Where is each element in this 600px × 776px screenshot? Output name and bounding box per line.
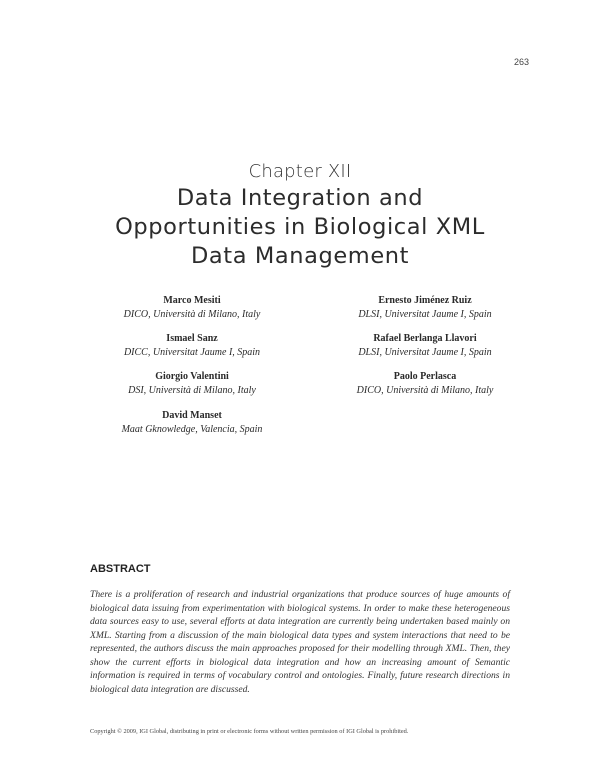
copyright-notice: Copyright © 2009, IGI Global, distributing in print or electronic forms without written permission of IGI Global is prohibited.	[90, 728, 409, 735]
author-block	[77, 409, 307, 437]
author-name: Ismael Sanz	[166, 333, 218, 344]
author-name: Giorgio Valentini	[155, 371, 229, 382]
author-block	[310, 332, 540, 360]
chapter-label: Chapter XII	[248, 161, 352, 182]
chapter-title-line: Opportunities in Biological XML	[115, 214, 485, 240]
author-name: Rafael Berlanga Llavori	[373, 333, 477, 344]
author-block	[310, 370, 540, 398]
chapter-title-line: Data Integration and	[176, 185, 424, 211]
author-affiliation: DICO, Università di Milano, Italy	[356, 385, 494, 396]
author-block	[77, 294, 307, 322]
author-block	[77, 332, 307, 360]
author-block	[77, 370, 307, 398]
abstract-body: There is a proliferation of research and industrial organizations that produce sources of huge amounts of biological data issuing from experimentation with biological systems. In order to make these heterogeneous data sources easy to use, several efforts at data integration are currently being undertaken based mainly on XML. Starting from a discussion of the main biological data types and system interactions that need to be represented, the authors discuss the main approaches proposed for their modelling through XML. Then, they show the current efforts in biological data integration and how an increasing amount of Semantic information is required in terms of vocabulary control and ontologies. Finally, future research directions in biological data integration are discussed.	[90, 589, 510, 695]
chapter-title	[0, 184, 600, 271]
chapter-title-line: Data Management	[190, 243, 410, 269]
author-affiliation: DLSI, Universitat Jaume I, Spain	[358, 309, 492, 320]
author-affiliation: DLSI, Universitat Jaume I, Spain	[358, 347, 492, 358]
author-affiliation: DSI, Università di Milano, Italy	[128, 385, 256, 396]
author-name: Marco Mesiti	[163, 295, 221, 306]
author-affiliation: DICO, Università di Milano, Italy	[123, 309, 261, 320]
author-name: Ernesto Jiménez Ruiz	[378, 295, 472, 306]
author-block	[310, 294, 540, 322]
abstract-heading: ABSTRACT	[90, 563, 151, 575]
author-name: Paolo Perlasca	[393, 371, 457, 382]
author-name: David Manset	[162, 410, 222, 421]
page-number: 263	[513, 57, 529, 67]
author-affiliation: DICC, Universitat Jaume I, Spain	[123, 347, 261, 358]
author-affiliation: Maat Gknowledge, Valencia, Spain	[121, 424, 263, 435]
